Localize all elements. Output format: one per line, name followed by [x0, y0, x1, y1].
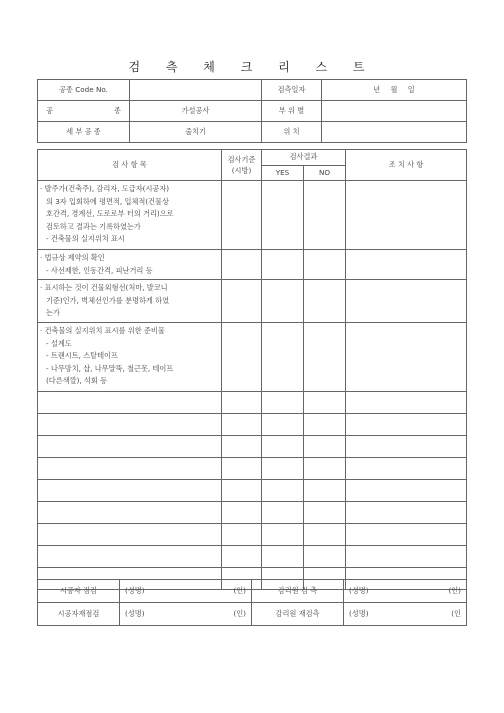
code-label: 공종 Code No.	[38, 80, 130, 101]
work-type-value[interactable]: 가설공사	[130, 101, 262, 122]
item-cell[interactable]	[38, 435, 222, 457]
standard-cell[interactable]	[222, 280, 262, 323]
item-cell[interactable]	[38, 413, 222, 435]
yes-cell[interactable]	[262, 435, 304, 457]
yes-cell[interactable]	[262, 479, 304, 501]
empty-row	[38, 545, 467, 567]
item-cell: · 건축물의 실지위치 표시를 위한 준비물 - 설계도 - 트랜시트, 스탈테이프 - 나무망치, 삽, 나무말뚝, 철근못, 테이프 (다른색깔), 석회 등	[38, 322, 222, 391]
standard-cell[interactable]	[222, 457, 262, 479]
empty-row	[38, 391, 467, 413]
yes-cell[interactable]	[262, 391, 304, 413]
checklist-table	[37, 149, 467, 590]
item-cell[interactable]	[38, 479, 222, 501]
table-row	[38, 250, 467, 280]
col-standard-label: 검사기준	[227, 155, 256, 164]
standard-cell[interactable]	[222, 479, 262, 501]
action-cell[interactable]	[346, 391, 467, 413]
contractor-recheck-label: 시공자재점검	[38, 603, 120, 626]
no-cell[interactable]	[304, 501, 346, 523]
action-cell[interactable]	[346, 501, 467, 523]
action-cell[interactable]	[346, 479, 467, 501]
col-no-header: NO	[304, 165, 346, 181]
yes-cell[interactable]	[262, 280, 304, 323]
sign-table	[37, 579, 467, 626]
location-value[interactable]	[322, 122, 467, 143]
yes-cell[interactable]	[262, 250, 304, 280]
yes-cell[interactable]	[262, 501, 304, 523]
empty-row	[38, 523, 467, 545]
empty-row	[38, 435, 467, 457]
empty-row	[38, 457, 467, 479]
code-value[interactable]	[130, 80, 262, 101]
location-label: 위 치	[262, 122, 322, 143]
action-cell[interactable]	[346, 457, 467, 479]
standard-cell[interactable]	[222, 322, 262, 391]
no-cell[interactable]	[304, 322, 346, 391]
col-result-header: 검사결과	[262, 150, 346, 166]
item-cell[interactable]	[38, 545, 222, 567]
action-cell[interactable]	[346, 322, 467, 391]
section-label: 부 위 별	[262, 101, 322, 122]
standard-cell[interactable]	[222, 250, 262, 280]
empty-row	[38, 413, 467, 435]
page-title: 검 측 체 크 리 스 트	[128, 60, 376, 74]
action-cell[interactable]	[346, 523, 467, 545]
empty-row	[38, 501, 467, 523]
standard-cell[interactable]	[222, 501, 262, 523]
action-cell[interactable]	[346, 250, 467, 280]
no-cell[interactable]	[304, 523, 346, 545]
standard-cell[interactable]	[222, 523, 262, 545]
supervisor-reinspect-label: 감리원 재검측	[252, 603, 344, 626]
standard-cell[interactable]	[222, 181, 262, 250]
section-value[interactable]	[322, 101, 467, 122]
action-cell[interactable]	[346, 435, 467, 457]
standard-cell[interactable]	[222, 435, 262, 457]
no-cell[interactable]	[304, 413, 346, 435]
col-items-header: 검 사 항 목	[38, 150, 222, 181]
no-cell[interactable]	[304, 479, 346, 501]
standard-cell[interactable]	[222, 413, 262, 435]
yes-cell[interactable]	[262, 322, 304, 391]
action-cell[interactable]	[346, 181, 467, 250]
yes-cell[interactable]	[262, 181, 304, 250]
no-cell[interactable]	[304, 391, 346, 413]
supervisor-reinspect-sign[interactable]: (성명) (인	[344, 603, 467, 626]
yes-cell[interactable]	[262, 457, 304, 479]
col-yes-header: YES	[262, 165, 304, 181]
col-action-header: 조 치 사 항	[346, 150, 467, 181]
action-cell[interactable]	[346, 545, 467, 567]
action-cell[interactable]	[346, 280, 467, 323]
contractor-check-sign[interactable]: (성명) (인)	[120, 580, 252, 603]
item-cell: · 법규상 제약의 확인 - 사선제한, 인동간격, 피난거리 등	[38, 250, 222, 280]
no-cell[interactable]	[304, 545, 346, 567]
no-cell[interactable]	[304, 457, 346, 479]
supervisor-inspect-sign[interactable]: (성명) (인)	[344, 580, 467, 603]
detail-label: 세 부 공 종	[38, 122, 130, 143]
yes-cell[interactable]	[262, 413, 304, 435]
item-cell[interactable]	[38, 501, 222, 523]
action-cell[interactable]	[346, 413, 467, 435]
col-standard-header	[222, 150, 262, 181]
yes-cell[interactable]	[262, 523, 304, 545]
work-type-label: 공 종	[38, 101, 130, 122]
standard-cell[interactable]	[222, 545, 262, 567]
contractor-recheck-sign[interactable]: (성명) (인)	[120, 603, 252, 626]
header-table	[37, 79, 467, 143]
no-cell[interactable]	[304, 280, 346, 323]
item-cell: · 표시하는 것이 건물외형선(처마, 발코니 기준)인가, 벽체선인가를 분명하게 하였 는가	[38, 280, 222, 323]
no-cell[interactable]	[304, 181, 346, 250]
table-row	[38, 280, 467, 323]
no-cell[interactable]	[304, 250, 346, 280]
no-cell[interactable]	[304, 435, 346, 457]
detail-value[interactable]: 줄치기	[130, 122, 262, 143]
item-cell[interactable]	[38, 457, 222, 479]
item-cell: · 발주가(건축주), 감리자, 도급자(시공자) 의 3자 입회하에 평면적, 입체적(건물상 호간격, 경계선, 도로로부 터의 거리)으로 검토하고 결과는 기록하였는가 - 건축물의 실지위치 표시	[38, 181, 222, 250]
table-row	[38, 322, 467, 391]
contractor-check-label: 시공자 점검	[38, 580, 120, 603]
yes-cell[interactable]	[262, 545, 304, 567]
table-row	[38, 181, 467, 250]
item-cell[interactable]	[38, 523, 222, 545]
empty-row	[38, 479, 467, 501]
item-cell[interactable]	[38, 391, 222, 413]
standard-cell[interactable]	[222, 391, 262, 413]
date-label: 검측일자	[262, 80, 322, 101]
col-standard-sub: (시방)	[231, 166, 252, 175]
date-value[interactable]: 년 월 일	[322, 80, 467, 101]
supervisor-inspect-label: 감리원 검 측	[252, 580, 344, 603]
